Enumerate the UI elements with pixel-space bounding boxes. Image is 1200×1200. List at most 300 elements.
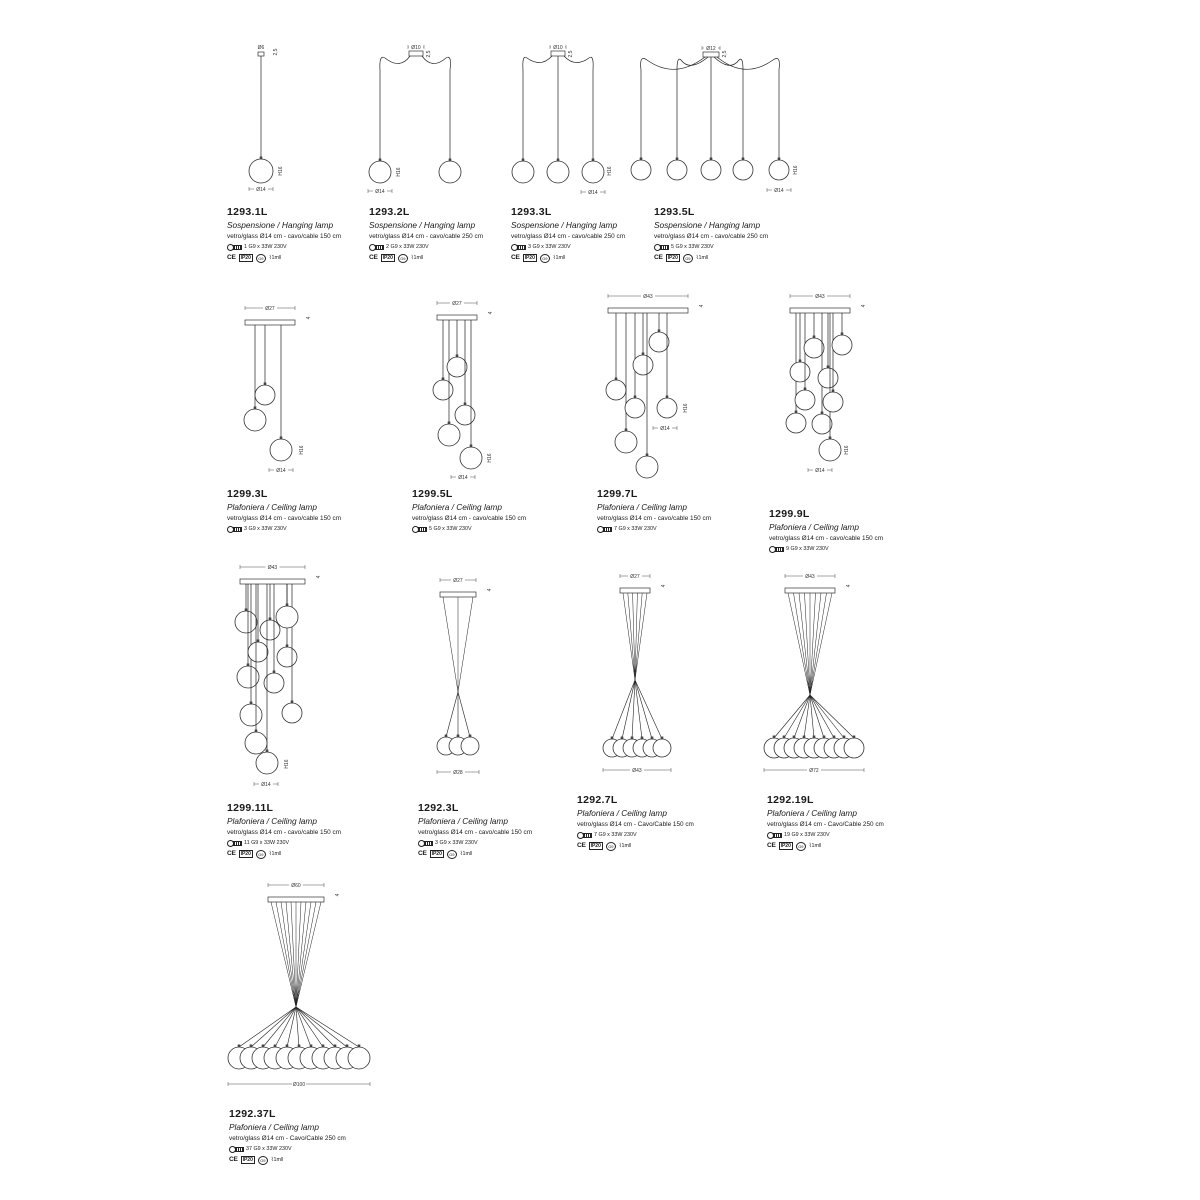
cable-line bbox=[446, 692, 458, 737]
globe-holder bbox=[804, 388, 807, 391]
cable-line bbox=[422, 56, 451, 160]
globe-holder bbox=[631, 737, 634, 740]
cable-line bbox=[296, 1007, 323, 1047]
product-spec: vetro/glass Ø14 cm - Cavo/Cable 250 cm bbox=[229, 1135, 346, 1142]
bulb-row bbox=[511, 242, 625, 252]
canopy-height-label: 4 bbox=[487, 588, 493, 592]
canopy-height-label: 2,5 bbox=[426, 50, 432, 58]
drawing-1293-1L bbox=[240, 40, 290, 200]
glass-globe bbox=[667, 160, 687, 180]
cable-line bbox=[458, 692, 470, 737]
product-title: Sospensione / Hanging lamp bbox=[511, 220, 618, 230]
glass-globe bbox=[812, 414, 832, 434]
glass-globe bbox=[636, 456, 658, 478]
cable-line bbox=[287, 1007, 296, 1047]
product-code: 1292.7L bbox=[577, 794, 618, 806]
bulb-icon bbox=[597, 526, 611, 532]
dimension-label: Ø27 bbox=[452, 300, 462, 307]
bulb-icon bbox=[769, 546, 783, 552]
globe-holder bbox=[448, 422, 451, 425]
height-label: H16 bbox=[683, 403, 689, 413]
ip20-icon: IP20 bbox=[242, 1157, 253, 1163]
ip20-icon: IP20 bbox=[524, 255, 535, 261]
cable-line bbox=[632, 680, 635, 739]
bulb-row bbox=[227, 242, 341, 252]
glass-globe bbox=[460, 447, 482, 469]
glass-globe bbox=[277, 647, 297, 667]
globe-holder bbox=[254, 407, 257, 410]
glass-globe bbox=[625, 398, 645, 418]
product-code: 1299.7L bbox=[597, 488, 638, 500]
canopy-height-label: 4 bbox=[846, 584, 852, 588]
dimension-label: Ø27 bbox=[265, 305, 275, 312]
product-1292-37L bbox=[229, 1108, 346, 1165]
drawing-1292-19L bbox=[760, 568, 870, 783]
cable-length-icon: ⌇1m‖ bbox=[268, 851, 282, 857]
globe-diameter-label: Ø14 bbox=[774, 187, 784, 194]
g9-icon: G9 bbox=[256, 254, 266, 263]
globe-holder bbox=[827, 366, 830, 369]
cable-line bbox=[286, 902, 296, 1007]
cable-length-icon: ⌇1m‖ bbox=[410, 255, 424, 261]
globe-diameter-label: Ø14 bbox=[660, 425, 670, 432]
bulb-spec: 3 G9 x 33W 230V bbox=[244, 526, 287, 532]
cert-row bbox=[227, 849, 341, 859]
cable-line bbox=[784, 695, 810, 738]
globe-holder bbox=[379, 159, 382, 162]
canopy-height-label: 4 bbox=[316, 575, 322, 579]
globe-holder bbox=[625, 429, 628, 432]
globe-holder bbox=[280, 437, 283, 440]
product-title: Plafoniera / Ceiling lamp bbox=[769, 522, 859, 532]
ceiling-canopy bbox=[551, 51, 565, 56]
bulb-icon bbox=[227, 526, 241, 532]
cert-row bbox=[511, 253, 625, 263]
glass-globe bbox=[433, 380, 453, 400]
globe-holder bbox=[676, 158, 679, 161]
globe-holder bbox=[264, 383, 267, 386]
product-code: 1299.11L bbox=[227, 802, 274, 814]
bulb-row bbox=[597, 524, 711, 534]
height-label: H16 bbox=[396, 167, 402, 177]
bulb-spec: 3 G9 x 33W 230V bbox=[528, 244, 571, 250]
ceiling-canopy bbox=[703, 52, 719, 57]
glass-globe bbox=[795, 390, 815, 410]
bulb-icon bbox=[577, 832, 591, 838]
canopy-height-label: 4 bbox=[861, 304, 867, 308]
cable-line bbox=[810, 593, 827, 695]
product-1293-1L bbox=[227, 206, 341, 263]
globe-holder bbox=[742, 158, 745, 161]
canopy-height-label: 4 bbox=[699, 304, 705, 308]
globe-holder bbox=[286, 604, 289, 607]
globe-holder bbox=[823, 736, 826, 739]
cable-line bbox=[276, 902, 296, 1007]
cert-row bbox=[227, 253, 341, 263]
globe-holder bbox=[592, 159, 595, 162]
product-1292-3L bbox=[418, 802, 532, 859]
product-spec: vetro/glass Ø14 cm - cavo/cable 150 cm bbox=[597, 515, 712, 522]
globe-diameter-label: Ø14 bbox=[815, 467, 825, 474]
ceiling-canopy bbox=[440, 592, 476, 597]
globe-holder bbox=[522, 159, 525, 162]
ce-mark-icon: CE bbox=[229, 1156, 238, 1163]
glass-globe bbox=[832, 335, 852, 355]
cable-line bbox=[810, 695, 844, 738]
ce-mark-icon: CE bbox=[369, 254, 378, 261]
globe-holder bbox=[658, 330, 661, 333]
bulb-spec: 5 G9 x 33W 230V bbox=[671, 244, 714, 250]
ceiling-canopy bbox=[608, 308, 688, 313]
height-label: H16 bbox=[299, 445, 305, 455]
globe-holder bbox=[334, 1045, 337, 1048]
dimension-label: Ø6 bbox=[257, 44, 265, 51]
product-code: 1293.2L bbox=[369, 206, 410, 218]
product-spec: vetro/glass Ø14 cm - Cavo/Cable 250 cm bbox=[767, 821, 884, 828]
glass-globe bbox=[606, 380, 626, 400]
globe-holder bbox=[640, 158, 643, 161]
glass-globe bbox=[244, 409, 266, 431]
globe-holder bbox=[442, 378, 445, 381]
product-title: Plafoniera / Ceiling lamp bbox=[577, 808, 667, 818]
product-1293-5L bbox=[654, 206, 768, 263]
glass-globe bbox=[439, 161, 461, 183]
dimension-label: Ø43 bbox=[815, 293, 825, 300]
globe-holder bbox=[247, 664, 250, 667]
globe-holder bbox=[358, 1045, 361, 1048]
globe-diameter-label: Ø14 bbox=[588, 189, 598, 196]
g9-icon: G9 bbox=[256, 850, 266, 859]
globe-diameter-label: Ø14 bbox=[256, 186, 266, 193]
globe-holder bbox=[457, 735, 460, 738]
glass-globe bbox=[248, 642, 268, 662]
cable-line bbox=[443, 597, 458, 692]
product-spec: vetro/glass Ø14 cm - cavo/cable 150 cm bbox=[227, 233, 342, 240]
cable-line bbox=[622, 680, 635, 739]
product-spec: vetro/glass Ø14 cm - cavo/cable 250 cm bbox=[654, 233, 769, 240]
cable-length-icon: ⌇1m‖ bbox=[270, 1157, 284, 1163]
dimension-label: Ø10 bbox=[553, 44, 563, 51]
product-title: Sospensione / Hanging lamp bbox=[369, 220, 476, 230]
bulb-row bbox=[369, 242, 483, 252]
globe-holder bbox=[250, 702, 253, 705]
globe-holder bbox=[469, 735, 472, 738]
globe-holder bbox=[778, 158, 781, 161]
bulb-icon bbox=[767, 832, 781, 838]
globe-holder bbox=[813, 736, 816, 739]
cable-line bbox=[799, 593, 810, 695]
glass-globe bbox=[701, 160, 721, 180]
globe-holder bbox=[611, 737, 614, 740]
glass-globe bbox=[240, 704, 262, 726]
cable-line bbox=[296, 1007, 359, 1047]
globe-holder bbox=[803, 736, 806, 739]
globe-holder bbox=[773, 736, 776, 739]
glass-globe bbox=[447, 357, 467, 377]
cert-row bbox=[229, 1155, 346, 1165]
bulb-icon bbox=[654, 244, 668, 250]
globe-holder bbox=[250, 1045, 253, 1048]
ip20-icon: IP20 bbox=[780, 843, 791, 849]
glass-globe bbox=[282, 703, 302, 723]
canopy-height-label: 2,5 bbox=[273, 48, 279, 56]
glass-globe bbox=[369, 161, 391, 183]
globe-holder bbox=[557, 159, 560, 162]
ceiling-canopy bbox=[245, 320, 295, 325]
bulb-spec: 3 G9 x 33W 230V bbox=[435, 840, 478, 846]
product-1299-7L bbox=[597, 488, 711, 534]
product-title: Plafoniera / Ceiling lamp bbox=[418, 816, 508, 826]
product-code: 1299.5L bbox=[412, 488, 453, 500]
height-label: H16 bbox=[844, 445, 850, 455]
cert-row bbox=[767, 841, 884, 851]
dimension-label: Ø27 bbox=[630, 573, 640, 580]
globe-holder bbox=[795, 411, 798, 414]
drawing-1299-7L bbox=[595, 290, 705, 485]
product-1293-3L bbox=[511, 206, 625, 263]
glass-globe bbox=[844, 738, 864, 758]
cable-line bbox=[635, 680, 652, 739]
globe-holder bbox=[615, 378, 618, 381]
glass-globe bbox=[438, 424, 460, 446]
cable-line bbox=[458, 597, 473, 692]
g9-icon: G9 bbox=[447, 850, 457, 859]
dimension-label: Ø10 bbox=[411, 44, 421, 51]
glass-globe bbox=[260, 620, 280, 640]
globe-holder bbox=[829, 437, 832, 440]
product-code: 1299.9L bbox=[769, 508, 810, 520]
g9-icon: G9 bbox=[540, 254, 550, 263]
cable-length-icon: ⌇1m‖ bbox=[459, 851, 473, 857]
cable-line bbox=[788, 593, 810, 695]
product-title: Plafoniera / Ceiling lamp bbox=[412, 502, 502, 512]
product-1292-19L bbox=[767, 794, 884, 851]
cert-row bbox=[369, 253, 483, 263]
globe-holder bbox=[843, 736, 846, 739]
drawing-1299-3L bbox=[225, 300, 335, 480]
ce-mark-icon: CE bbox=[511, 254, 520, 261]
product-code: 1293.3L bbox=[511, 206, 552, 218]
cable-line bbox=[564, 56, 593, 160]
cable-line bbox=[275, 1007, 296, 1047]
glass-globe bbox=[245, 732, 267, 754]
dimension-label: Ø60 bbox=[291, 882, 301, 889]
glass-globe bbox=[615, 431, 637, 453]
globe-holder bbox=[642, 353, 645, 356]
glass-globe bbox=[256, 752, 278, 774]
cert-row bbox=[577, 841, 694, 851]
cable-line bbox=[296, 1007, 335, 1047]
cable-line bbox=[794, 593, 811, 695]
cable-length-icon: ⌇1m‖ bbox=[618, 843, 632, 849]
glass-globe bbox=[512, 161, 534, 183]
product-spec: vetro/glass Ø14 cm - Cavo/Cable 150 cm bbox=[577, 821, 694, 828]
product-title: Plafoniera / Ceiling lamp bbox=[597, 502, 687, 512]
bulb-icon bbox=[418, 840, 432, 846]
height-label: H16 bbox=[284, 759, 290, 769]
globe-holder bbox=[269, 618, 272, 621]
globe-holder bbox=[257, 640, 260, 643]
bulb-spec: 2 G9 x 33W 230V bbox=[386, 244, 429, 250]
globe-holder bbox=[799, 360, 802, 363]
globe-holder bbox=[661, 737, 664, 740]
product-code: 1292.3L bbox=[418, 802, 459, 814]
product-code: 1292.19L bbox=[767, 794, 814, 806]
cable-length-icon: ⌇1m‖ bbox=[808, 843, 822, 849]
product-code: 1292.37L bbox=[229, 1108, 276, 1120]
g9-icon: G9 bbox=[398, 254, 408, 263]
cert-row bbox=[654, 253, 768, 263]
cable-line bbox=[523, 56, 552, 160]
ip20-icon: IP20 bbox=[240, 851, 251, 857]
globe-holder bbox=[445, 735, 448, 738]
dimension-label: Ø43 bbox=[805, 573, 815, 580]
cable-line bbox=[677, 57, 708, 160]
dimension-label: Ø27 bbox=[453, 577, 463, 584]
cluster-diameter-label: Ø28 bbox=[453, 769, 463, 776]
ceiling-canopy bbox=[268, 897, 324, 902]
ip20-icon: IP20 bbox=[590, 843, 601, 849]
glass-globe bbox=[786, 413, 806, 433]
glass-globe bbox=[249, 159, 273, 183]
drawing-1293-5L bbox=[625, 40, 800, 200]
product-spec: vetro/glass Ø14 cm - cavo/cable 250 cm bbox=[511, 233, 626, 240]
drawing-1292-37L bbox=[225, 882, 375, 1097]
product-spec: vetro/glass Ø14 cm - cavo/cable 250 cm bbox=[369, 233, 484, 240]
glass-globe bbox=[649, 332, 669, 352]
globe-holder bbox=[266, 750, 269, 753]
g9-icon: G9 bbox=[796, 842, 806, 851]
product-1292-7L bbox=[577, 794, 694, 851]
ce-mark-icon: CE bbox=[418, 850, 427, 857]
product-code: 1293.5L bbox=[654, 206, 695, 218]
bulb-spec: 7 G9 x 33W 230V bbox=[594, 832, 637, 838]
product-spec: vetro/glass Ø14 cm - cavo/cable 150 cm bbox=[412, 515, 527, 522]
product-title: Plafoniera / Ceiling lamp bbox=[229, 1122, 319, 1132]
drawing-1299-9L bbox=[780, 290, 867, 480]
globe-holder bbox=[449, 159, 452, 162]
globe-holder bbox=[273, 671, 276, 674]
dimension-label: Ø43 bbox=[643, 293, 653, 300]
ce-mark-icon: CE bbox=[227, 850, 236, 857]
globe-holder bbox=[470, 445, 473, 448]
canopy-height-label: 2,5 bbox=[568, 50, 574, 58]
cable-line bbox=[794, 695, 810, 738]
bulb-spec: 11 G9 x 33W 230V bbox=[244, 840, 290, 846]
ip20-icon: IP20 bbox=[240, 255, 251, 261]
product-title: Plafoniera / Ceiling lamp bbox=[227, 816, 317, 826]
globe-holder bbox=[833, 736, 836, 739]
drawing-1299-11L bbox=[230, 565, 330, 795]
globe-holder bbox=[853, 736, 856, 739]
glass-globe bbox=[657, 398, 677, 418]
glass-globe bbox=[819, 439, 841, 461]
cable-line bbox=[296, 902, 316, 1007]
canopy-height-label: 4 bbox=[306, 316, 312, 320]
globe-holder bbox=[813, 336, 816, 339]
globe-holder bbox=[291, 701, 294, 704]
ceiling-canopy bbox=[785, 588, 835, 593]
bulb-row bbox=[412, 524, 526, 534]
ceiling-canopy bbox=[258, 52, 264, 56]
cable-line bbox=[296, 902, 306, 1007]
g9-icon: G9 bbox=[258, 1156, 268, 1165]
canopy-height-label: 4 bbox=[488, 311, 494, 315]
drawing-1292-7L bbox=[590, 568, 680, 783]
glass-globe bbox=[633, 355, 653, 375]
glass-globe bbox=[255, 385, 275, 405]
globe-diameter-label: Ø14 bbox=[458, 474, 468, 481]
ce-mark-icon: CE bbox=[227, 254, 236, 261]
bulb-icon bbox=[227, 840, 241, 846]
cable-line bbox=[612, 680, 635, 739]
product-code: 1293.1L bbox=[227, 206, 268, 218]
glass-globe bbox=[769, 160, 789, 180]
glass-globe bbox=[631, 160, 651, 180]
dimension-label: Ø12 bbox=[706, 45, 716, 52]
cable-length-icon: ⌇1m‖ bbox=[695, 255, 709, 261]
globe-holder bbox=[464, 403, 467, 406]
glass-globe bbox=[818, 368, 838, 388]
ceiling-canopy bbox=[409, 51, 423, 56]
globe-holder bbox=[245, 609, 248, 612]
canopy-height-label: 4 bbox=[661, 584, 667, 588]
product-1299-3L bbox=[227, 488, 341, 534]
bulb-row bbox=[227, 838, 341, 848]
product-spec: vetro/glass Ø14 cm - cavo/cable 150 cm bbox=[227, 515, 342, 522]
bulb-row bbox=[229, 1144, 346, 1154]
ip20-icon: IP20 bbox=[382, 255, 393, 261]
globe-holder bbox=[666, 396, 669, 399]
cable-length-icon: ⌇1m‖ bbox=[268, 255, 282, 261]
globe-holder bbox=[646, 454, 649, 457]
product-1299-9L bbox=[769, 508, 883, 554]
cable-length-icon: ⌇1m‖ bbox=[552, 255, 566, 261]
globe-holder bbox=[634, 396, 637, 399]
height-label: H16 bbox=[487, 453, 493, 463]
cert-row bbox=[418, 849, 532, 859]
bulb-spec: 1 G9 x 33W 230V bbox=[244, 244, 287, 250]
bulb-spec: 9 G9 x 33W 230V bbox=[786, 546, 829, 552]
canopy-height-label: 4 bbox=[335, 893, 341, 897]
bulb-icon bbox=[229, 1146, 243, 1152]
globe-holder bbox=[298, 1045, 301, 1048]
glass-globe bbox=[270, 439, 292, 461]
globe-holder bbox=[793, 736, 796, 739]
drawing-1292-3L bbox=[420, 572, 500, 787]
cable-line bbox=[805, 593, 811, 695]
globe-holder bbox=[841, 333, 844, 336]
globe-holder bbox=[456, 355, 459, 358]
canopy-height-label: 2,5 bbox=[722, 50, 728, 58]
product-title: Plafoniera / Ceiling lamp bbox=[767, 808, 857, 818]
bulb-icon bbox=[511, 244, 525, 250]
g9-icon: G9 bbox=[606, 842, 616, 851]
cable-line bbox=[635, 680, 642, 739]
globe-holder bbox=[286, 645, 289, 648]
cable-line bbox=[810, 695, 854, 738]
drawing-1299-5L bbox=[415, 295, 525, 485]
bulb-row bbox=[767, 830, 884, 840]
dimension-label: Ø43 bbox=[267, 564, 278, 571]
bulb-icon bbox=[227, 244, 241, 250]
cable-line bbox=[810, 593, 821, 695]
glass-globe bbox=[455, 405, 475, 425]
product-title: Sospensione / Hanging lamp bbox=[227, 220, 334, 230]
globe-holder bbox=[310, 1045, 313, 1048]
glass-globe bbox=[235, 611, 257, 633]
product-spec: vetro/glass Ø14 cm - cavo/cable 150 cm bbox=[769, 535, 884, 542]
